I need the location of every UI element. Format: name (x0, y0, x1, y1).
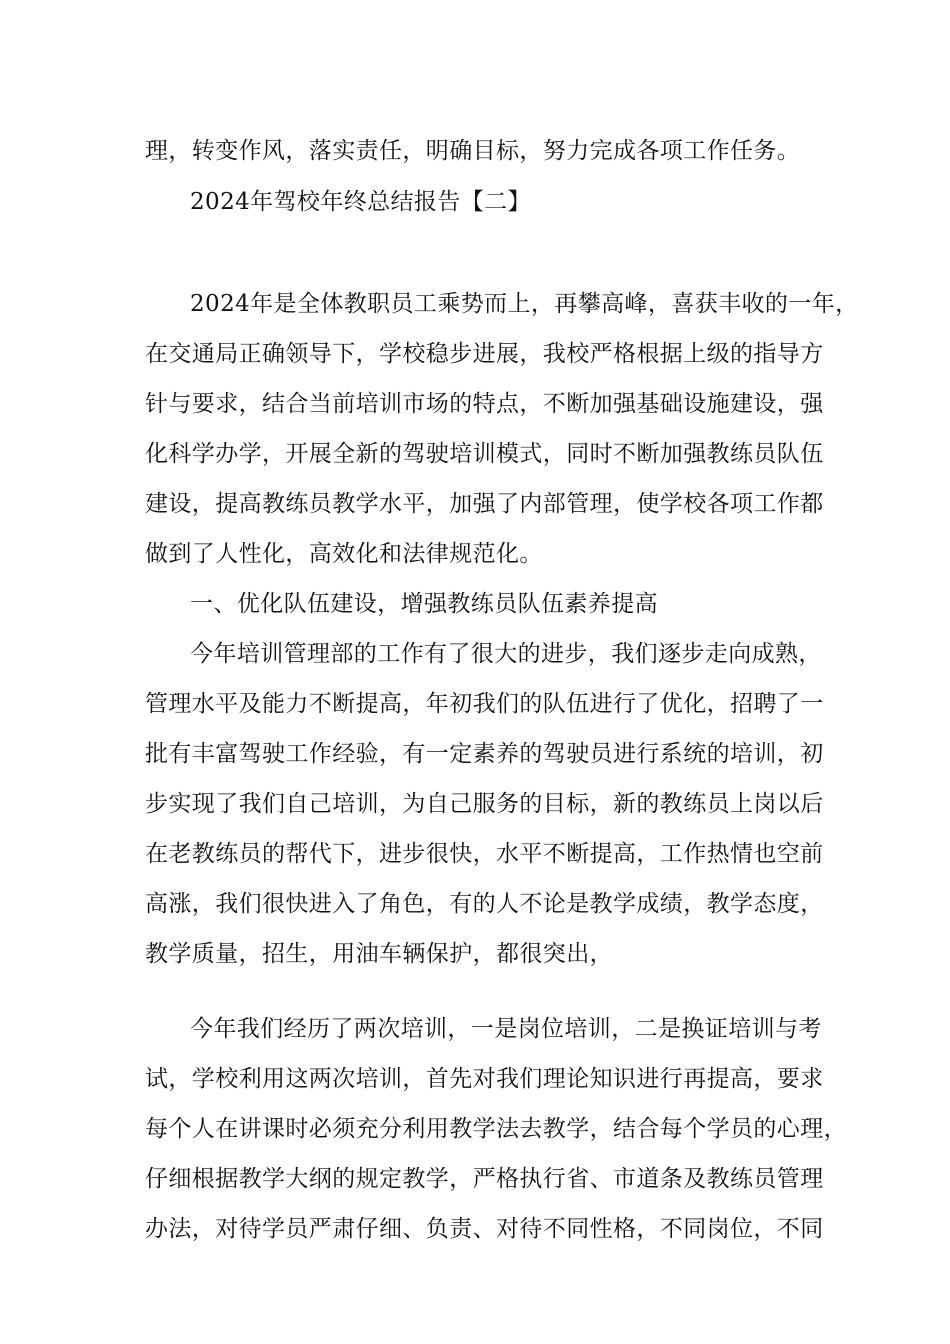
text-line: 理，转变作风，落实责任，明确目标，努力完成各项工作任务。 (145, 138, 801, 164)
text-line: 在老教练员的帮代下，进步很快，水平不断提高，工作热情也空前 (145, 841, 824, 867)
text-line: 每个人在讲课时必须充分利用教学法去教学，结合每个学员的心理， (145, 1116, 847, 1142)
text-line: 仔细根据教学大纲的规定教学，严格执行省、市道条及教练员管理 (145, 1166, 824, 1192)
text-line: 2024年是全体教职员工乘势而上，再攀高峰，喜获丰收的一年， (190, 291, 859, 317)
text-line: 试，学校利用这两次培训，首先对我们理论知识进行再提高，要求 (145, 1066, 824, 1092)
text-line: 教学质量，招生，用油车辆保护，都很突出， (145, 941, 613, 967)
text-line: 管理水平及能力不断提高，年初我们的队伍进行了优化，招聘了一 (145, 691, 824, 717)
text-line: 今年我们经历了两次培训，一是岗位培训，二是换证培训与考 (190, 1016, 822, 1042)
text-line: 批有丰富驾驶工作经验，有一定素养的驾驶员进行系统的培训，初 (145, 741, 824, 767)
text-line: 做到了人性化，高效化和法律规范化。 (145, 541, 543, 567)
text-line: 步实现了我们自己培训，为自己服务的目标，新的教练员上岗以后 (145, 791, 824, 817)
text-line: 针与要求，结合当前培训市场的特点，不断加强基础设施建设，强 (145, 391, 824, 417)
text-line: 在交通局正确领导下，学校稳步进展，我校严格根据上级的指导方 (145, 341, 824, 367)
text-line: 高涨，我们很快进入了角色，有的人不论是教学成绩，教学态度， (145, 891, 824, 917)
text-line: 化科学办学，开展全新的驾驶培训模式，同时不断加强教练员队伍 (145, 441, 824, 467)
text-line: 今年培训管理部的工作有了很大的进步，我们逐步走向成熟， (190, 641, 822, 667)
section-heading: 2024年驾校年终总结报告【二】 (190, 189, 531, 215)
text-line: 建设，提高教练员教学水平，加强了内部管理，使学校各项工作都 (145, 491, 824, 517)
text-line: 办法，对待学员严肃仔细、负责、对待不同性格，不同岗位，不同 (145, 1216, 824, 1242)
subheading: 一、优化队伍建设，增强教练员队伍素养提高 (190, 591, 658, 617)
